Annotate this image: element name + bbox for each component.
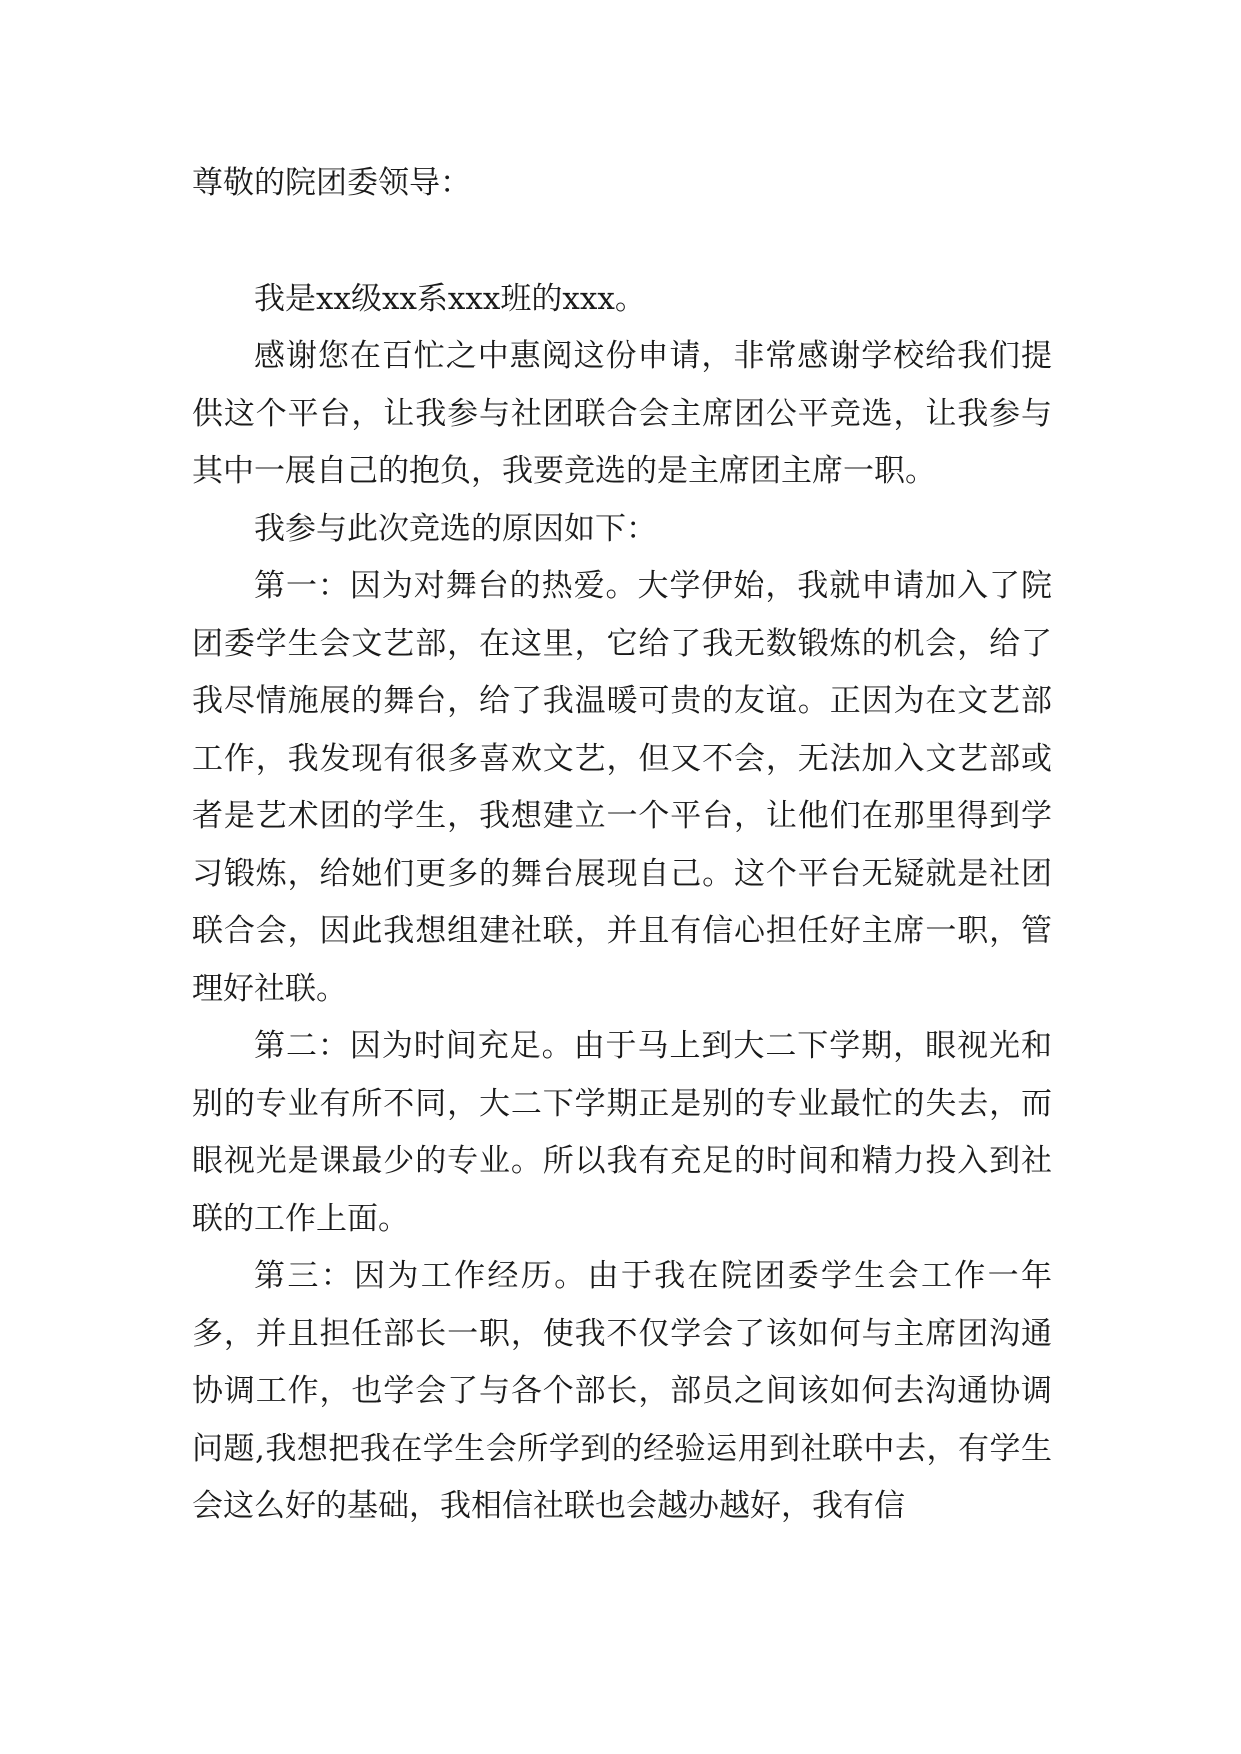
paragraph-reason-one: 第一：因为对舞台的热爱。大学伊始，我就申请加入了院团委学生会文艺部，在这里，它给了我无数锻炼的机会，给了我尽情施展的舞台，给了我温暖可贵的友谊。正因为在文艺部工作，我发现有很多喜欢文艺，但又不会，无法加入文艺部或者是艺术团的学生，我想建立一个平台，让他们在那里得到学习锻炼，给她们更多的舞台展现自己。这个平台无疑就是社团联合会，因此我想组建社联，并且有信心担任好主席一职，管理好社联。 bbox=[192, 568, 1052, 1007]
paragraph-reasons-heading: 我参与此次竞选的原因如下： bbox=[254, 510, 657, 547]
letter-body bbox=[192, 155, 1052, 1536]
paragraph-intro: 我是xx级xx系xxx班的xxx。 bbox=[254, 280, 646, 317]
paragraph-reason-three: 第三：因为工作经历。由于我在院团委学生会工作一年多，并且担任部长一职，使我不仅学会了该如何与主席团沟通协调工作，也学会了与各个部长，部员之间该如何去沟通协调问题,我想把我在学生会所学到的经验运用到社联中去，有学生会这么好的基础，我相信社联也会越办越好，我有信 bbox=[192, 1258, 1052, 1524]
salutation: 尊敬的院团委领导： bbox=[192, 165, 471, 201]
paragraph-thanks: 感谢您在百忙之中惠阅这份申请，非常感谢学校给我们提供这个平台，让我参与社团联合会主席团公平竞选，让我参与其中一展自己的抱负，我要竞选的是主席团主席一职。 bbox=[192, 338, 1052, 489]
paragraph-reason-two: 第二：因为时间充足。由于马上到大二下学期，眼视光和别的专业有所不同，大二下学期正是别的专业最忙的失去，而眼视光是课最少的专业。所以我有充足的时间和精力投入到社联的工作上面。 bbox=[192, 1028, 1052, 1237]
